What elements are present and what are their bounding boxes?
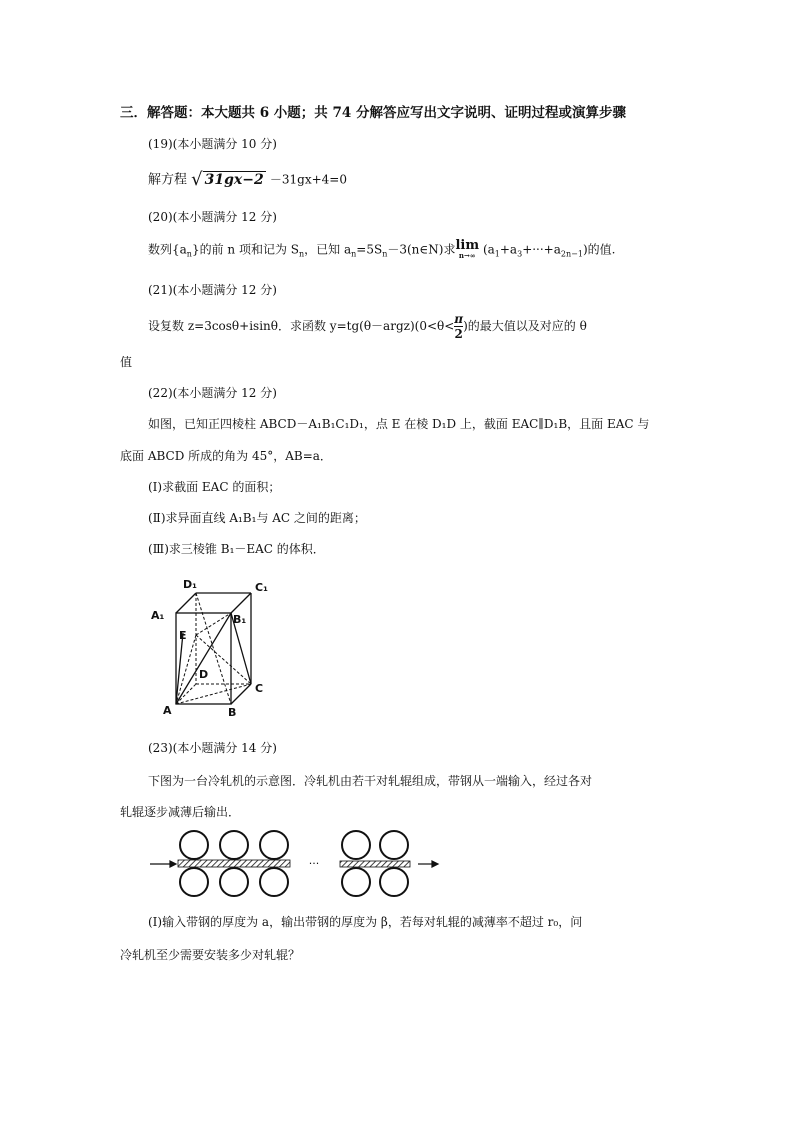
q20-header: (20)(本小题满分 12 分) bbox=[148, 210, 277, 224]
prism-figure bbox=[145, 575, 275, 725]
label-c: C bbox=[255, 682, 264, 695]
q19-text-post: －31gx+4=0 bbox=[269, 172, 347, 187]
roller bbox=[180, 831, 208, 859]
pi-over-2-fraction bbox=[454, 312, 463, 341]
label-e: E bbox=[179, 629, 187, 642]
roller bbox=[380, 868, 408, 896]
rolling-mill-figure bbox=[148, 828, 448, 900]
steel-strip-right bbox=[340, 861, 410, 867]
sub-n: n bbox=[186, 249, 192, 259]
q22-line2: 底面 ABCD 所成的角为 45°，AB=a． bbox=[120, 449, 332, 463]
q22-part3: (Ⅲ)求三棱锥 B₁－EAC 的体积． bbox=[148, 542, 325, 556]
sub-3: 3 bbox=[517, 249, 523, 259]
label-a: A bbox=[163, 704, 172, 717]
lim-under: n→∞ bbox=[458, 251, 476, 260]
q19-radicand: 31gx−2 bbox=[204, 172, 264, 188]
q20-text-i: )的值. bbox=[582, 242, 616, 257]
q20-text-d: =5S bbox=[356, 242, 383, 257]
sub-1: 1 bbox=[494, 249, 500, 259]
roller bbox=[260, 868, 288, 896]
steel-strip-left bbox=[178, 860, 290, 867]
ellipsis-dots: ··· bbox=[308, 857, 320, 870]
input-arrow-icon bbox=[150, 861, 176, 867]
q20-text-a: 数列{a bbox=[148, 242, 187, 257]
sqrt-expression bbox=[191, 171, 266, 189]
roller bbox=[380, 831, 408, 859]
sub-n: n bbox=[298, 249, 305, 259]
q19-text-pre: 解方程 bbox=[148, 172, 188, 188]
roller bbox=[260, 831, 288, 859]
sub-n: n bbox=[351, 249, 357, 259]
sub-n: n bbox=[382, 249, 388, 259]
label-d1: D₁ bbox=[183, 578, 197, 591]
section-heading: 三．解答题：本大题共 6 小题；共 74 分解答应写出文字说明、证明过程或演算步骤 bbox=[120, 105, 626, 121]
q20-text-f: (a bbox=[479, 242, 495, 257]
q21-continuation: 值 bbox=[120, 355, 133, 369]
label-b: B bbox=[228, 706, 237, 719]
q21-text-a: 设复数 z=3cosθ+isinθ．求函数 y=tg(θ－argz)(0<θ< bbox=[148, 319, 455, 333]
q21-statement bbox=[148, 312, 587, 341]
label-b1: B₁ bbox=[233, 613, 247, 626]
q19-equation bbox=[148, 171, 347, 189]
frac-den: 2 bbox=[454, 327, 463, 341]
q20-text-c: ，已知 a bbox=[304, 242, 352, 257]
radical-sign-icon: √ bbox=[191, 169, 203, 190]
sub-2n-1: 2n−1 bbox=[560, 249, 583, 259]
label-a1: A₁ bbox=[151, 609, 165, 622]
q22-part2: (Ⅱ)求异面直线 A₁B₁与 AC 之间的距离； bbox=[148, 511, 366, 525]
q23-part1-line1: (Ⅰ)输入带钢的厚度为 a，输出带钢的厚度为 β，若每对轧辊的减薄率不超过 r₀，问 bbox=[148, 915, 583, 929]
label-d: D bbox=[199, 668, 209, 681]
q19-header: (19)(本小题满分 10 分) bbox=[148, 137, 277, 151]
q20-statement bbox=[148, 240, 615, 263]
lim-word: lim bbox=[455, 238, 480, 253]
roller bbox=[220, 868, 248, 896]
frac-num: π bbox=[454, 312, 464, 326]
roller bbox=[220, 831, 248, 859]
label-c1: C₁ bbox=[255, 581, 268, 594]
q20-text-b: }的前 n 项和记为 S bbox=[191, 242, 299, 257]
q21-header: (21)(本小题满分 12 分) bbox=[148, 283, 277, 297]
q23-line2: 轧辊逐步减薄后输出． bbox=[120, 805, 241, 819]
output-arrow-icon bbox=[418, 861, 438, 867]
roller bbox=[342, 868, 370, 896]
q22-part1: (Ⅰ)求截面 EAC 的面积； bbox=[148, 480, 281, 494]
roller bbox=[180, 868, 208, 896]
q20-text-e: －3(n∈N)求 bbox=[387, 242, 456, 257]
q22-line1: 如图，已知正四棱柱 ABCD－A₁B₁C₁D₁，点 E 在棱 D₁D 上，截面 EAC∥D₁B，且面 EAC 与 bbox=[148, 417, 650, 431]
q23-line1: 下图为一台冷轧机的示意图．冷轧机由若干对轧辊组成，带钢从一端输入，经过各对 bbox=[148, 774, 593, 788]
q22-header: (22)(本小题满分 12 分) bbox=[148, 386, 277, 400]
roller bbox=[342, 831, 370, 859]
q23-part1-line2: 冷轧机至少需要安装多少对轧辊？ bbox=[120, 948, 301, 962]
q23-header: (23)(本小题满分 14 分) bbox=[148, 741, 277, 755]
q20-text-h: +···+a bbox=[522, 242, 561, 257]
q20-text-g: +a bbox=[499, 242, 518, 257]
limit-symbol bbox=[455, 240, 479, 260]
q21-text-b: )的最大值以及对应的 θ bbox=[463, 319, 587, 333]
